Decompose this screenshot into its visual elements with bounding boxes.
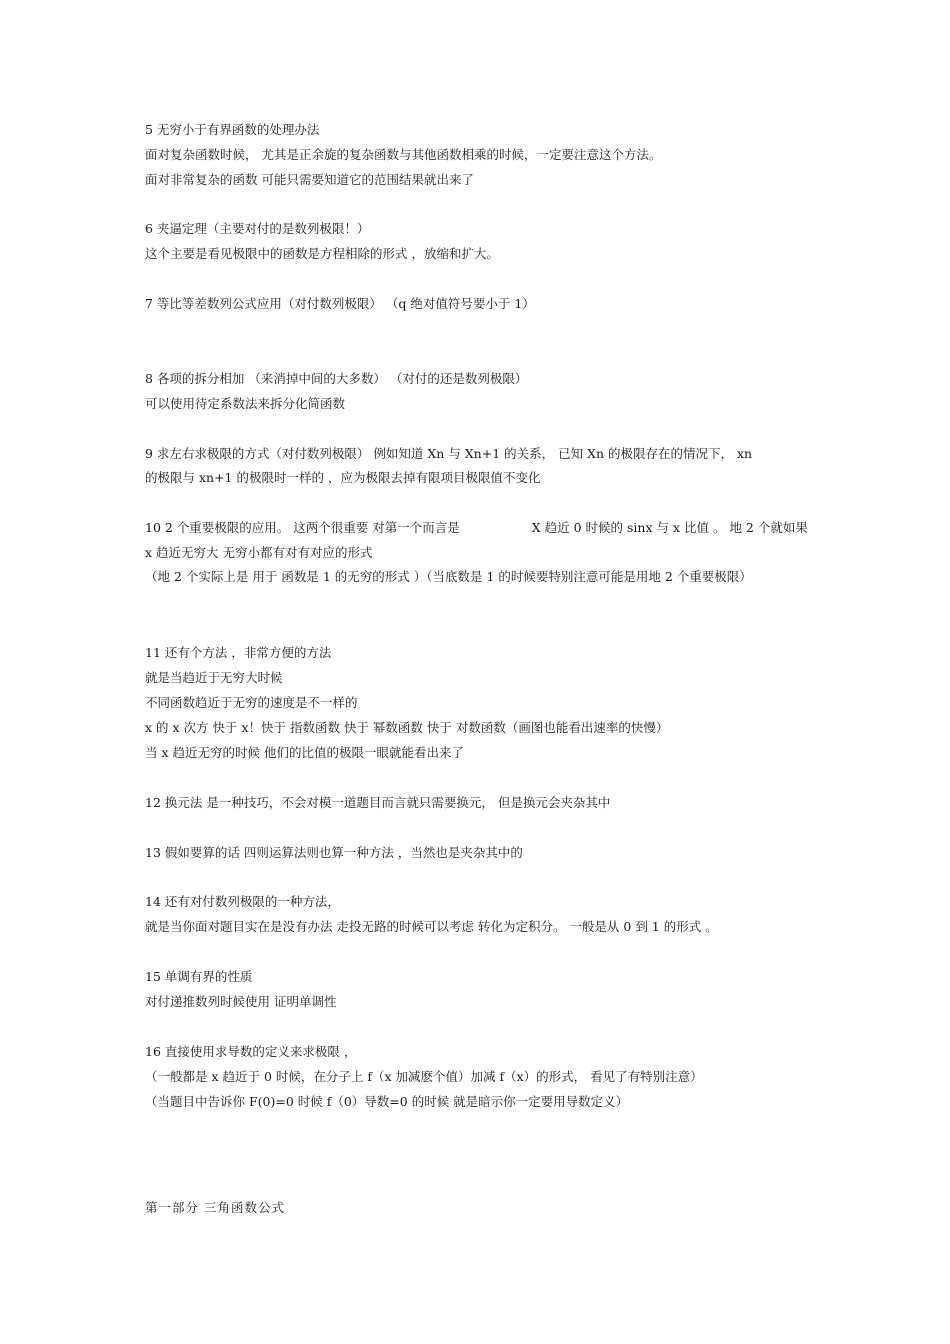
section-16-text: （一般都是 x 趋近于 0 时候，在分子上 f（x 加减麽个值）加减 f（x）的形式， 看见了有特别注意） — [145, 1069, 703, 1084]
section-12-title: 12 换元法 是一种技巧，不会对模一道题目而言就只需要换元， 但是换元会夹杂其中 — [145, 795, 611, 810]
section-15-text: 对付递推数列时候使用 证明单调性 — [145, 994, 337, 1009]
section-14-title: 14 还有对付数列极限的一种方法， — [145, 894, 340, 909]
section-9-title: 9 求左右求极限的方式（对付数列极限） 例如知道 Xn 与 Xn+1 的关系， 已知 Xn 的极限存在的情况下， xn — [145, 446, 753, 461]
section-13-title: 13 假如要算的话 四则运算法则也算一种方法 ，当然也是夹杂其中的 — [145, 845, 523, 860]
section-5-title: 5 无穷小于有界函数的处理办法 — [145, 122, 320, 137]
section-8-text: 可以使用待定系数法来拆分化简函数 — [145, 396, 346, 411]
section-10-note: （地 2 个实际上是 用于 函数是 1 的无穷的形式 ）（当底数是 1 的时候要特别注意可能是用地 2 个重要极限） — [145, 569, 752, 584]
section-15-title: 15 单调有界的性质 — [145, 969, 253, 984]
section-5-text: 面对非常复杂的函数 可能只需要知道它的范围结果就出来了 — [145, 172, 474, 187]
section-16-text: （当题目中告诉你 F(0)=0 时候 f（0）导数=0 的时候 就是暗示你一定要用导数定义） — [145, 1094, 629, 1109]
section-14-text: 就是当你面对题目实在是没有办法 走投无路的时候可以考虑 转化为定积分。 一般是从 0 到 1 的形式 。 — [145, 919, 718, 934]
section-10-title: 10 2 个重要极限的应用。 这两个很重要 对第一个而言是 — [145, 520, 460, 535]
section-6-title: 6 夹逼定理（主要对付的是数列极限！） — [145, 221, 370, 236]
section-16-title: 16 直接使用求导数的定义来求极限 ， — [145, 1044, 357, 1059]
section-6-text: 这个主要是看见极限中的函数是方程相除的形式 ，放缩和扩大。 — [145, 246, 499, 261]
section-11-text: 就是当趋近于无穷大时候 — [145, 670, 283, 685]
part-heading: 第一部分 三角函数公式 — [145, 1200, 285, 1215]
section-8-title: 8 各项的拆分相加 （来消掉中间的大多数） （对付的还是数列极限） — [145, 371, 528, 386]
section-11-text: 不同函数趋近于无穷的速度是不一样的 — [145, 695, 358, 710]
section-11-title: 11 还有个方法 ，非常方便的方法 — [145, 645, 332, 660]
section-11-text: x 的 x 次方 快于 x！快于 指数函数 快于 幂数函数 快于 对数函数（画图也能看出速率的快慢） — [145, 720, 669, 735]
section-5-text: 面对复杂函数时候， 尤其是正余旋的复杂函数与其他函数相乘的时候，一定要注意这个方法。 — [145, 147, 662, 162]
section-7-title: 7 等比等差数列公式应用（对付数列极限） （q 绝对值符号要小于 1） — [145, 296, 535, 311]
section-10-text: X 趋近 0 时候的 sinx 与 x 比值 。 地 2 个就如果 x 趋近无穷大 无穷小都有对有对应的形式 — [145, 520, 808, 560]
section-11-text: 当 x 趋近无穷的时候 他们的比值的极限一眼就能看出来了 — [145, 745, 464, 760]
section-10-paragraph — [145, 516, 815, 565]
section-9-text: 的极限与 xn+1 的极限时一样的 ，应为极限去掉有限项目极限值不变化 — [145, 470, 541, 485]
